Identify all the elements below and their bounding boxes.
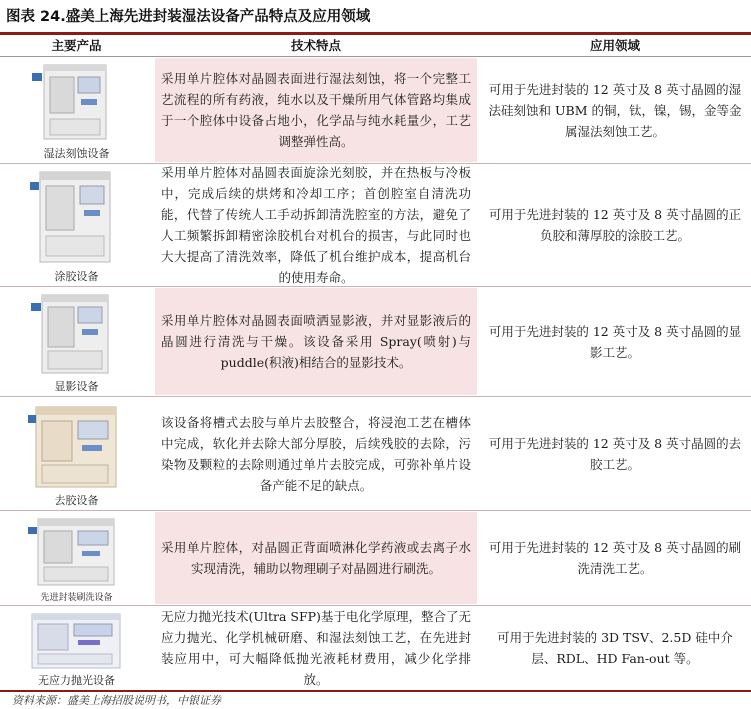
product-label: 显影设备 [54,380,99,393]
table-row [0,511,751,605]
header-application: 应用领域 [589,38,640,53]
stripping-equipment-image [26,399,126,491]
product-cell [0,287,153,396]
application-cell [479,607,751,689]
developing-equipment-image [26,289,126,377]
application-text: 可用于先进封装的 3D TSV、2.5D 硅中介层、RDL、HD Fan-out 等。 [497,630,733,666]
table-row [0,57,751,163]
product-cell [0,511,153,605]
application-text: 可用于先进封装的 12 英寸及 8 英寸晶圆的湿法硅刻蚀和 UBM 的铜，钛，镍，锡，金等金属湿法刻蚀工艺。 [488,81,742,139]
application-cell [479,288,751,395]
product-label: 无应力抛光设备 [38,674,115,687]
feature-text: 采用单片腔体对晶圆表面进行湿法刻蚀，将一个完整工艺流程的所有药液，纯水以及干燥所用气体管路均集成于一个腔体中设备占地小，化学品与纯水耗量少，工艺调整弹性高。 [161,71,471,149]
source-note: 资料来源：盛美上海招股说明书，中银证券 [12,694,221,707]
table-row [0,287,751,396]
product-cell [0,164,153,286]
product-label: 先进封装刷洗设备 [40,593,113,603]
feature-text: 该设备将槽式去胶与单片去胶整合，将浸泡工艺在槽体中完成，软化并去除大部分厚胶，后续残胶的去除，污染物及颗粒的去除则通过单片去胶完成，可弥补单片设备产能不足的缺点。 [161,414,471,493]
wet-etch-equipment-image [26,59,126,143]
feature-text: 采用单片腔体，对晶圆正背面喷淋化学药液或去离子水实现清洗，辅助以物理刷子对晶圆进行刷洗。 [161,540,471,576]
stress-free-polishing-equipment-image [26,608,126,672]
title-rule [0,32,751,35]
feature-cell [155,607,477,689]
product-cell [0,606,153,690]
product-label: 涂胶设备 [54,270,99,283]
application-cell [479,58,751,162]
scrubber-equipment-image [26,513,126,589]
application-text: 可用于先进封装的 12 英寸及 8 英寸晶圆的显影工艺。 [488,323,742,360]
product-label: 湿法刻蚀设备 [43,147,110,160]
feature-cell [155,398,477,509]
feature-text: 无应力抛光技术(Ultra SFP)基于电化学原理，整合了无应力抛光、化学机械研磨、和湿法刻蚀工艺，在先进封装应用中，可大幅降低抛光液耗材费用，减少化学排放。 [161,609,471,687]
page-title: 图表 24.盛美上海先进封装湿法设备产品特点及应用领域 [6,9,371,25]
feature-cell [155,288,477,395]
table-row [0,397,751,510]
feature-cell [155,165,477,285]
feature-cell [155,58,477,162]
header-feature: 技术特点 [290,38,341,53]
table-row [0,606,751,690]
header-product: 主要产品 [51,38,102,53]
product-label: 去胶设备 [54,494,99,507]
product-cell [0,57,153,163]
feature-text: 采用单片腔体对晶圆表面旋涂光刻胶，并在热板与冷板中，完成后续的烘烤和冷却工序；首创腔室自清洗功能，代替了传统人工手动拆卸清洗腔室的方法，避免了人工频繁拆卸精密涂胶机台对机台的损害，与此同时也大大提高了清洗效率，降低了机台维护成本，提高机台的使用寿命。 [161,165,471,285]
feature-cell [155,512,477,604]
application-text: 可用于先进封装的 12 英寸及 8 英寸晶圆的正负胶和薄厚胶的涂胶工艺。 [488,207,742,243]
application-cell [479,165,751,285]
coating-equipment-image [26,166,126,266]
application-text: 可用于先进封装的 12 英寸及 8 英寸晶圆的去胶工艺。 [488,435,742,472]
table-row [0,164,751,286]
application-text: 可用于先进封装的 12 英寸及 8 英寸晶圆的刷洗清洗工艺。 [488,540,742,576]
product-cell [0,397,153,510]
feature-text: 采用单片腔体对晶圆表面喷洒显影液，并对显影液后的晶圆进行清洗与干燥。该设备采用 Spray(喷射)与 puddle(积液)相结合的显影技术。 [161,313,471,370]
application-cell [479,512,751,604]
application-cell [479,398,751,509]
